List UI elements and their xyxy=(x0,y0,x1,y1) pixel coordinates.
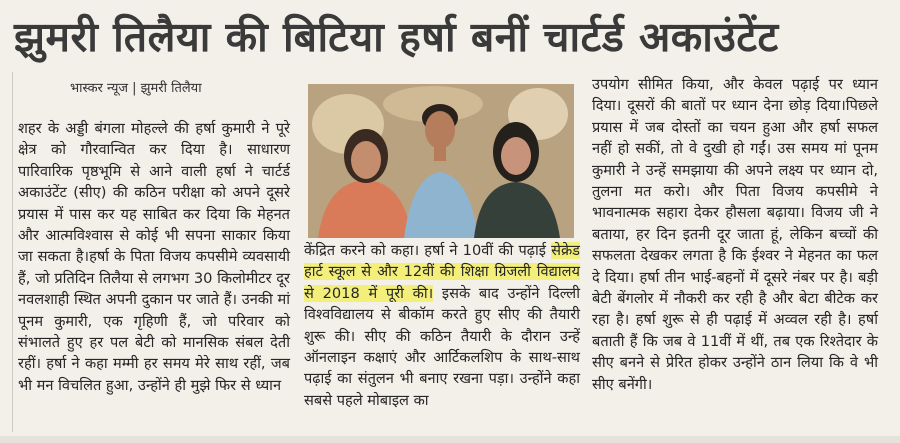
article-column-2 xyxy=(304,240,580,411)
text-col2-after: इसके बाद उन्होंने दिल्ली विश्वविद्यालय से बीकॉम करते हुए सीए की तैयारी शुरू की। सीए की कठिन तैयारी के दौरान उन्हें ऑनलाइन कक्षाएं और आर्टिकलशिप के साथ-साथ पढ़ाई का संतुलन भी बनाए रखना पड़ा। उन्होंने कहा सबसे पहले मोबाइल का xyxy=(304,284,580,409)
photo-illustration xyxy=(308,84,574,238)
paragraph-col1: शहर के अड्डी बंगला मोहल्ले की हर्षा कुमारी ने पूरे क्षेत्र को गौरवान्वित कर दिया है। साधारण पारिवारिक पृष्ठभूमि से आने वाली हर्षा ने चार्टर्ड अकाउंटेंट (सीए) की कठिन परीक्षा को अपने दूसरे प्रयास में पास कर यह साबित कर दिया कि मेहनत और आत्मविश्वास से कोई भी सपना साकार किया जा सकता है।हर्षा के पिता विजय कपसीमे व्यवसायी हैं, जो प्रतिदिन तिलैया से लगभग 30 किलोमीटर दूर नवलशाही स्थित अपनी दुकान पर जाते हैं। उनकी मां पूनम कुमारी, एक गृहिणी हैं, जो परिवार को संभालते हुए हर पल बेटी को मानसिक संबल देती रहीं। हर्षा ने कहा मम्मी हर समय मेरे साथ रहीं, जब भी मन विचलित हुआ, उन्होंने ही मुझे फिर से ध्यान xyxy=(18,120,290,394)
paragraph-col3: उपयोग सीमित किया, और केवल पढ़ाई पर ध्यान दिया। दूसरों की बातों पर ध्यान देना छोड़ दिया।पिछले प्रयास में जब दोस्तों का चयन हुआ और हर्षा सफल नहीं हो सकीं, तो वे दुखी हो गईं। उस समय मां पूनम कुमारी ने उन्हें समझाया की अपने लक्ष्य पर ध्यान दो, तुलना मत करो। और पिता विजय कपसीमे ने भावनात्मक सहारा देकर हौसला बढ़ाया। विजय जी ने बताया, हर दिन इतनी दूर जाता हूं, लेकिन बच्चों की सफलता देखकर लगता है कि ईश्वर ने मेहनत का फल दे दिया। हर्षा तीन भाई-बहनों में दूसरे नंबर पर है। बड़ी बेटी बेंगलोर में नौकरी कर रही है और बेटा बीटेक कर रहा है। हर्षा शुरू से ही पढ़ाई में अव्वल रही है। हर्षा बताती हैं कि जब वे 11वीं में थीं, तब एक रिश्तेदार के सीए बनने से प्रेरित होकर उन्होंने ठान लिया कि वे भी सीए बनेंगी। xyxy=(592,76,878,393)
article-column-1 xyxy=(18,118,290,396)
highlighted-text: सेक्रेड हार्ट स्कूल से और 12वीं की शिक्षा ग्रिजली विद्यालय से 2018 में पूरी की। xyxy=(304,242,580,302)
family-photo xyxy=(308,84,574,238)
text-col2-before: केंद्रित करने को कहा। हर्षा ने 10वीं की पढ़ाई xyxy=(304,242,552,259)
paragraph-col2 xyxy=(304,240,580,411)
headline: झुमरी तिलैया की बिटिया हर्षा बनीं चार्टर्ड अकाउंटेंट xyxy=(14,13,779,61)
byline: भास्कर न्यूज | झुमरी तिलैया xyxy=(70,81,202,96)
page-bottom-edge xyxy=(0,436,900,443)
column-divider xyxy=(12,72,13,432)
article-column-3 xyxy=(592,74,878,395)
